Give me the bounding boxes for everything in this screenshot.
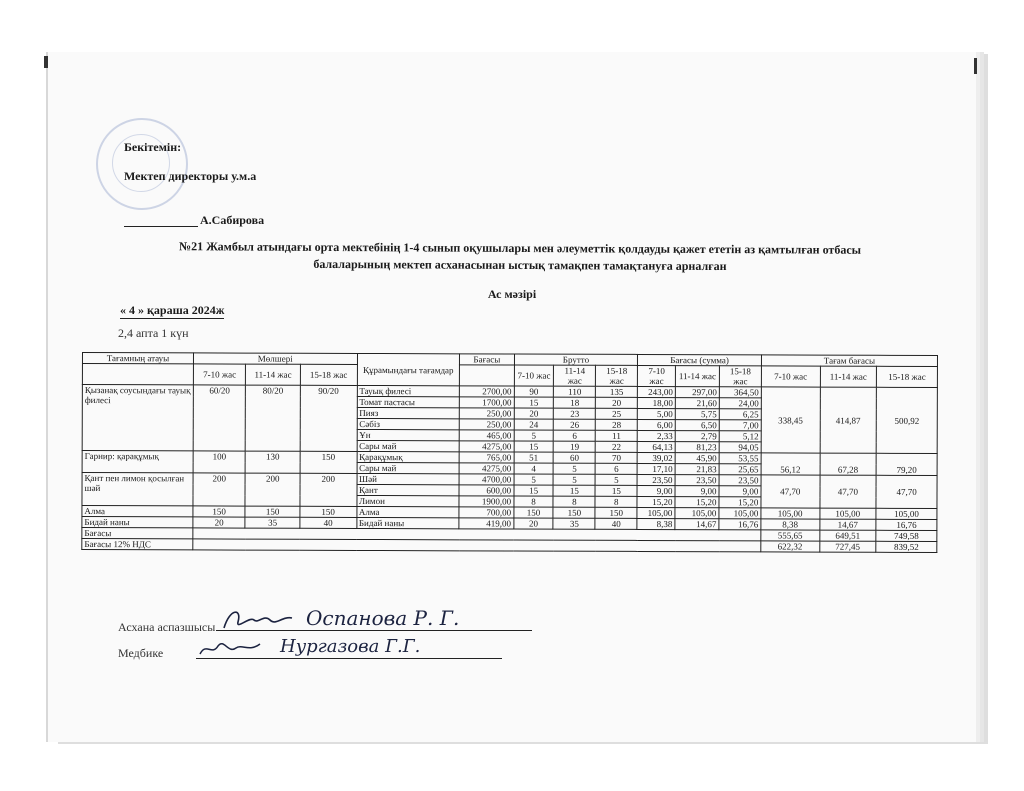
sum-cell: 53,55	[719, 453, 761, 464]
gross-cell: 26	[554, 419, 596, 430]
header-empty	[82, 364, 193, 385]
header-empty	[460, 365, 515, 386]
sum-cell: 9,00	[719, 486, 761, 497]
sum-cell: 6,50	[675, 420, 719, 431]
dish-price-cell: 16,76	[876, 519, 937, 530]
header-cost-sum: Бағасы (сумма)	[638, 354, 762, 365]
sum-cell: 5,12	[719, 431, 761, 442]
sum-cell: 14,67	[675, 519, 719, 530]
gross-cell: 20	[514, 518, 554, 529]
portion-cell: 150	[245, 506, 300, 517]
total-empty	[193, 539, 761, 552]
gross-cell: 20	[514, 408, 554, 419]
cook-label: Асхана аспазшысы	[118, 620, 216, 634]
dish-name: Қызанақ соусындағы тауық филесі	[82, 385, 193, 451]
dish-price-cell: 414,87	[820, 387, 877, 453]
total-vat-row	[82, 539, 937, 553]
table-row	[82, 385, 937, 399]
approval-signature-line	[124, 198, 264, 227]
sum-cell: 15,20	[719, 497, 761, 508]
sum-cell: 18,00	[638, 397, 676, 408]
header-dish-name: Тағамның атауы	[82, 353, 193, 364]
price-cell: 765,00	[459, 452, 514, 463]
ingredient-name: Қант	[357, 484, 460, 495]
gross-cell: 40	[595, 518, 637, 529]
dish-price-cell: 105,00	[876, 508, 937, 519]
dish-price-cell: 67,28	[820, 453, 877, 475]
gross-cell: 19	[554, 441, 596, 452]
portion-cell: 130	[246, 451, 301, 473]
gross-cell: 70	[595, 452, 637, 463]
gross-cell: 18	[554, 397, 596, 408]
gross-cell: 110	[554, 386, 596, 397]
signature-underline	[124, 212, 198, 227]
approval-position: Мектеп директоры у.м.а	[124, 169, 257, 183]
sum-cell: 64,13	[637, 441, 675, 452]
ingredient-name: Алма	[356, 506, 459, 517]
price-cell: 600,00	[459, 485, 514, 496]
gross-cell: 8	[553, 496, 595, 507]
portion-cell: 80/20	[246, 385, 301, 451]
dish-price-cell: 47,70	[820, 475, 877, 508]
gross-cell: 6	[595, 463, 637, 474]
sum-cell: 39,02	[637, 452, 675, 463]
price-cell: 4700,00	[459, 474, 514, 485]
gross-cell: 15	[595, 485, 637, 496]
header-dish-price-age: 11-14 жас	[820, 366, 877, 387]
sum-cell: 105,00	[719, 508, 761, 519]
header-gross-age: 7-10 жас	[514, 365, 554, 386]
gross-cell: 24	[514, 419, 554, 430]
gross-cell: 15	[514, 485, 554, 496]
sum-cell: 21,83	[675, 464, 719, 475]
dish-name: Бидай наны	[82, 517, 193, 528]
sum-cell: 16,76	[719, 519, 761, 530]
dish-name: Қант пен лимон қосылған шәй	[82, 473, 193, 506]
price-cell: 250,00	[459, 419, 514, 430]
portion-cell: 150	[300, 506, 357, 517]
price-cell: 4275,00	[459, 441, 514, 452]
sum-cell: 105,00	[675, 508, 719, 519]
approval-heading: Бекітемін:	[124, 140, 182, 154]
gross-cell: 51	[514, 452, 554, 463]
ingredient-name: Лимон	[356, 495, 459, 506]
header-portion-age: 7-10 жас	[193, 364, 245, 385]
dish-name: Алма	[82, 506, 193, 517]
nurse-label: Медбике	[118, 646, 164, 660]
gross-cell: 150	[514, 507, 554, 518]
gross-cell: 90	[514, 386, 554, 397]
portion-cell: 20	[193, 517, 245, 528]
sum-cell: 105,00	[637, 507, 675, 518]
sum-cell: 15,20	[675, 497, 719, 508]
dish-price-cell: 56,12	[761, 453, 820, 475]
portion-cell: 150	[300, 451, 357, 473]
header-gross-age: 11-14 жас	[554, 365, 596, 386]
menu-date: « 4 » қараша 2024ж	[120, 303, 225, 317]
gross-cell: 8	[595, 496, 637, 507]
cook-signature	[220, 606, 296, 639]
sum-cell: 297,00	[675, 387, 719, 398]
gross-cell: 4	[514, 463, 554, 474]
header-gross: Брутто	[514, 354, 638, 365]
sum-cell: 45,90	[675, 453, 719, 464]
price-cell: 1700,00	[459, 397, 514, 408]
gross-cell: 15	[553, 485, 595, 496]
ingredient-name: Тауық филесі	[357, 385, 460, 396]
dish-price-cell: 338,45	[761, 387, 820, 453]
document-title: №21 Жамбыл атындағы орта мектебінің 1-4 сынып оқушылары мен әлеуметтік қолдауды қажет ететін аз қамтылған отбасы балаларының мектеп асханасынан ыстық тамақпен тамақтануға арналған	[178, 239, 862, 274]
sum-cell: 2,79	[675, 431, 719, 442]
dish-price-cell: 14,67	[819, 519, 876, 530]
gross-cell: 15	[514, 441, 554, 452]
sum-cell: 23,50	[719, 475, 761, 486]
dish-price-cell: 79,20	[876, 453, 937, 475]
header-dish-price-age: 7-10 жас	[761, 366, 820, 387]
header-portion-age: 11-14 жас	[246, 364, 301, 385]
ingredient-name: Сәбіз	[357, 418, 460, 429]
nurse-signature	[198, 636, 264, 664]
header-portion-age: 15-18 жас	[300, 364, 357, 385]
header-dish-price: Тағам бағасы	[761, 355, 937, 367]
ingredient-name: Сары май	[357, 440, 460, 451]
dish-name: Гарнир: қарақұмық	[82, 451, 193, 473]
gross-cell: 5	[595, 474, 637, 485]
total-vat-cell: 839,52	[876, 541, 937, 552]
total-label: Бағасы	[82, 528, 193, 539]
price-cell: 4275,00	[459, 463, 514, 474]
sum-cell: 81,23	[675, 442, 719, 453]
header-ingredients: Құрамындағы тағамдар	[357, 353, 460, 385]
portion-cell: 100	[193, 451, 245, 473]
table-row	[82, 473, 937, 487]
portion-cell: 150	[193, 506, 245, 517]
sum-cell: 23,50	[675, 475, 719, 486]
header-dish-price-age: 15-18 жас	[877, 366, 938, 387]
ingredient-name: Бидай наны	[356, 517, 459, 528]
header-sum-age: 11-14 жас	[675, 366, 719, 387]
sum-cell: 94,05	[719, 442, 761, 453]
sum-cell: 8,38	[637, 518, 675, 529]
sum-cell: 6,25	[719, 409, 761, 420]
gross-cell: 23	[554, 408, 596, 419]
total-vat-cell: 727,45	[819, 541, 876, 552]
gross-cell: 150	[595, 507, 637, 518]
sum-cell: 21,60	[675, 398, 719, 409]
gross-cell: 6	[554, 430, 596, 441]
dish-price-cell: 105,00	[761, 508, 820, 519]
ingredient-name: Ұн	[357, 429, 460, 440]
scan-edge-mark	[44, 56, 48, 68]
cook-handwritten-name: Оспанова Р. Г.	[306, 606, 460, 630]
gross-cell: 11	[596, 430, 638, 441]
dish-price-cell: 47,70	[876, 475, 937, 508]
gross-cell: 5	[554, 474, 596, 485]
total-vat-label: Бағасы 12% НДС	[82, 539, 193, 550]
gross-cell: 135	[596, 386, 638, 397]
price-cell: 1900,00	[459, 496, 514, 507]
sum-cell: 24,00	[719, 398, 761, 409]
sum-cell: 15,20	[637, 496, 675, 507]
sum-cell: 243,00	[638, 386, 676, 397]
sum-cell: 2,33	[637, 430, 675, 441]
price-cell: 700,00	[459, 507, 514, 518]
nurse-handwritten-name: Нургазова Г.Г.	[280, 636, 421, 657]
price-cell: 465,00	[459, 430, 514, 441]
price-cell: 250,00	[459, 408, 514, 419]
approval-block	[124, 140, 264, 227]
gross-cell: 5	[514, 430, 554, 441]
ingredient-name: Пияз	[357, 407, 460, 418]
gross-cell: 22	[596, 441, 638, 452]
price-cell: 419,00	[459, 518, 514, 529]
scan-edge-mark	[974, 58, 977, 74]
sum-cell: 9,00	[637, 485, 675, 496]
total-cell: 749,58	[876, 530, 937, 541]
ingredient-name: Томат пастасы	[357, 396, 460, 407]
ingredient-name: Шәй	[357, 473, 460, 484]
approval-director-name: А.Сабирова	[200, 213, 265, 227]
total-cell: 555,65	[761, 530, 820, 541]
header-price: Бағасы	[460, 354, 515, 365]
gross-cell: 5	[554, 463, 596, 474]
portion-cell: 200	[193, 473, 245, 506]
total-vat-cell: 622,32	[761, 541, 820, 552]
sum-cell: 5,75	[675, 409, 719, 420]
header-sum-age: 15-18 жас	[719, 366, 761, 387]
header-sum-age: 7-10 жас	[638, 365, 676, 386]
portion-cell: 200	[300, 473, 357, 506]
gross-cell: 28	[596, 419, 638, 430]
sum-cell: 9,00	[675, 486, 719, 497]
portion-cell: 200	[245, 473, 300, 506]
sum-cell: 17,10	[637, 463, 675, 474]
portion-cell: 60/20	[193, 385, 246, 451]
ingredient-name: Қарақұмық	[357, 451, 460, 462]
table-row	[82, 451, 937, 465]
dish-price-cell: 500,92	[876, 387, 937, 453]
total-cell: 649,51	[819, 530, 876, 541]
portion-cell: 40	[300, 517, 357, 528]
price-cell: 2700,00	[460, 386, 515, 397]
gross-cell: 150	[553, 507, 595, 518]
dish-price-cell: 8,38	[761, 519, 820, 530]
sum-cell: 7,00	[719, 420, 761, 431]
portion-cell: 35	[245, 517, 300, 528]
gross-cell: 25	[596, 408, 638, 419]
ingredient-name: Сары май	[357, 462, 460, 473]
gross-cell: 8	[514, 496, 554, 507]
gross-cell: 5	[514, 474, 554, 485]
portion-cell: 90/20	[300, 385, 357, 451]
gross-cell: 35	[553, 518, 595, 529]
menu-week-day: 2,4 апта 1 күн	[118, 326, 189, 340]
gross-cell: 60	[554, 452, 596, 463]
gross-cell: 15	[514, 397, 554, 408]
sum-cell: 5,00	[638, 408, 676, 419]
header-gross-age: 15-18 жас	[596, 365, 638, 386]
menu-table	[81, 352, 938, 553]
sum-cell: 6,00	[638, 419, 676, 430]
sum-cell: 25,65	[719, 464, 761, 475]
dish-price-cell: 47,70	[761, 475, 820, 508]
menu-heading: Ас мәзірі	[487, 287, 537, 301]
header-portion: Мөлшері	[194, 353, 357, 365]
gross-cell: 20	[596, 397, 638, 408]
sum-cell: 364,50	[719, 387, 761, 398]
sum-cell: 23,50	[637, 474, 675, 485]
dish-price-cell: 105,00	[819, 508, 876, 519]
